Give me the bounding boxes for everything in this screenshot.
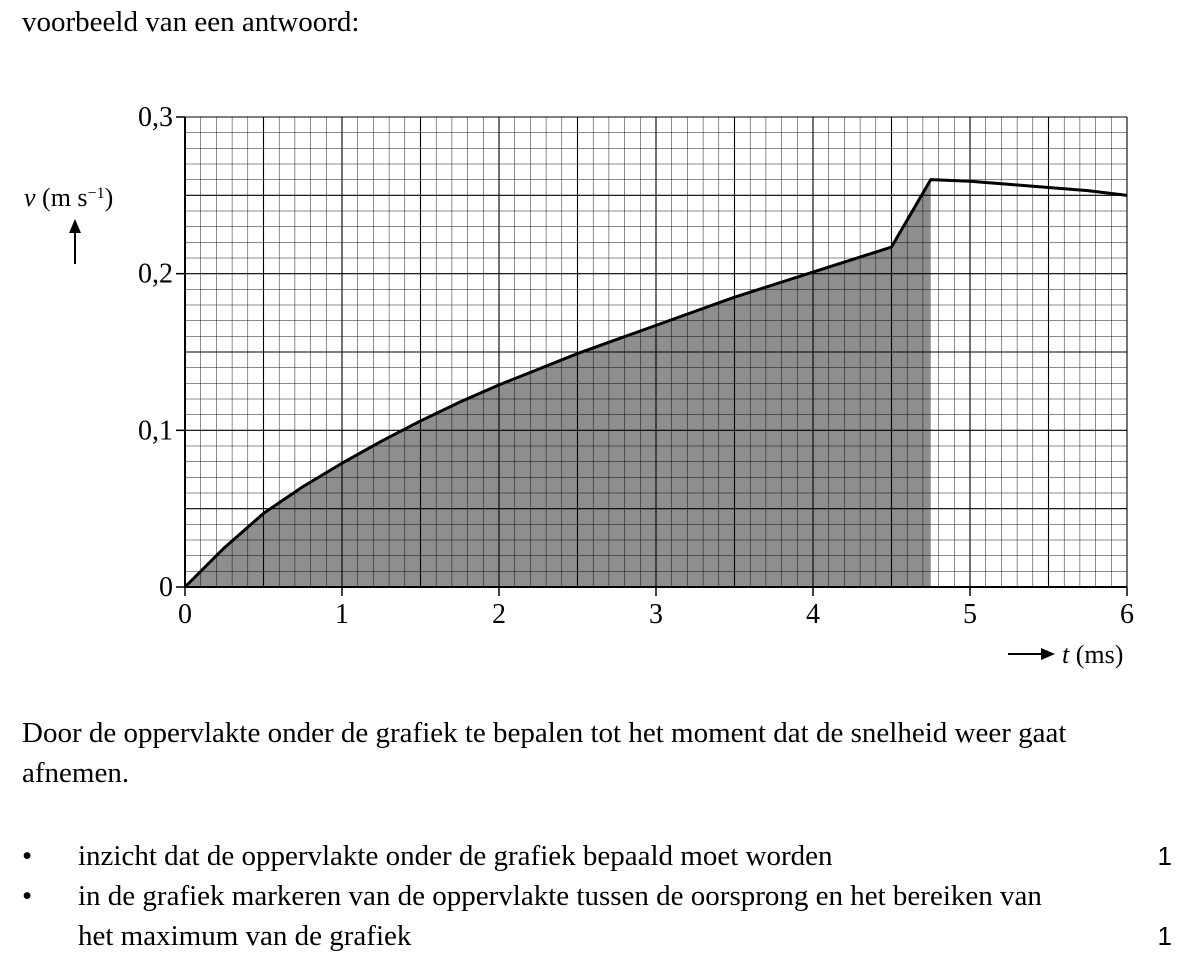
criterion-text: inzicht dat de oppervlakte onder de grafiek bepaald moet worden bbox=[78, 840, 833, 872]
criterion-score: 1 bbox=[1157, 841, 1172, 871]
x-tick-label: 3 bbox=[649, 599, 663, 630]
criterion-text: in de grafiek markeren van de oppervlakte tussen de oorsprong en het bereiken van het maximum van de grafiek bbox=[78, 880, 1042, 952]
bullet: • bbox=[22, 880, 33, 912]
x-axis-arrowhead bbox=[1041, 648, 1055, 660]
y-axis-label: v (m $s^{-1}$) bbox=[24, 183, 114, 212]
intro-text: voorbeeld van een antwoord: bbox=[22, 6, 360, 38]
x-axis-label: t (ms) bbox=[1062, 640, 1124, 669]
bullet: • bbox=[22, 840, 33, 872]
criterion-item bbox=[22, 836, 1172, 876]
grid-layer bbox=[185, 117, 1127, 587]
x-tick-label: 2 bbox=[492, 599, 506, 630]
y-tick-label: 0,3 bbox=[138, 102, 173, 133]
x-tick-label: 1 bbox=[335, 599, 349, 630]
x-tick-label: 5 bbox=[963, 599, 977, 630]
x-tick-label: 6 bbox=[1120, 599, 1134, 630]
explanation-text: Door de oppervlakte onder de grafiek te bepalen tot het moment dat de snelheid weer gaat afnemen. bbox=[22, 717, 1067, 789]
x-tick-label: 4 bbox=[806, 599, 820, 630]
x-tick-label: 0 bbox=[178, 599, 192, 630]
criterion-score: 1 bbox=[1157, 921, 1172, 951]
y-tick-label: 0,2 bbox=[138, 258, 173, 290]
criterion-item bbox=[22, 876, 1172, 956]
y-axis-arrowhead bbox=[69, 219, 81, 233]
y-tick-label: 0,1 bbox=[138, 415, 173, 447]
y-tick-label: 0 bbox=[159, 572, 173, 603]
